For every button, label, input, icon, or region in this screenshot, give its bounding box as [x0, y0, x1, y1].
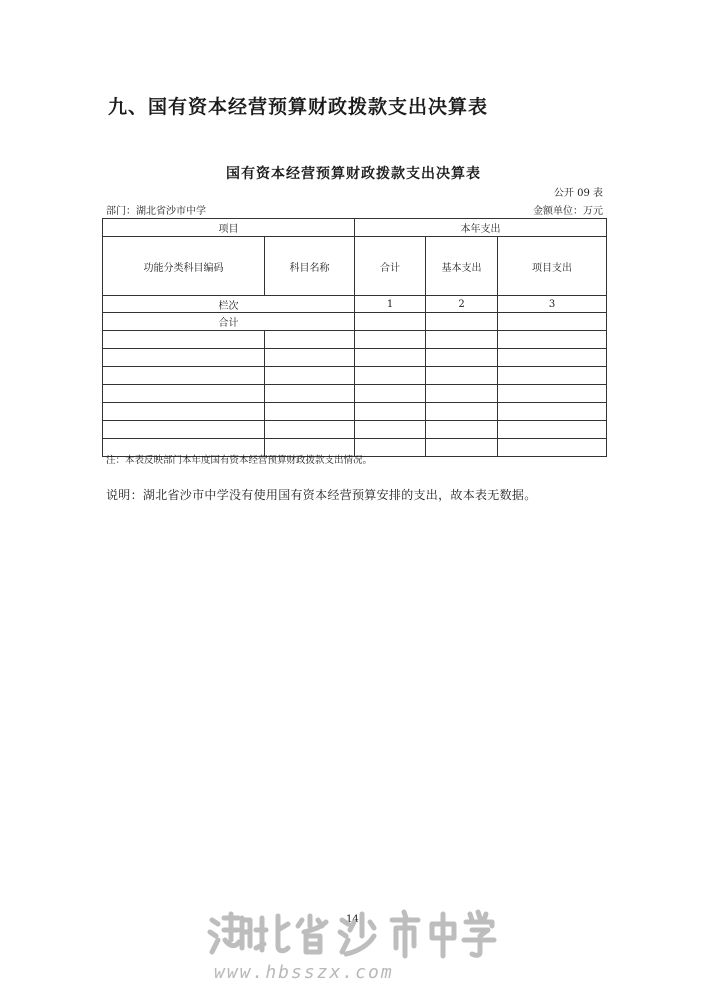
- page-number: 14: [346, 914, 359, 925]
- table-seq-row: [103, 296, 607, 313]
- header-project: 项目: [103, 219, 355, 237]
- table-cell: [355, 349, 426, 367]
- table-row: [103, 367, 607, 385]
- table-row: [103, 403, 607, 421]
- col-subject-name: 科目名称: [265, 237, 355, 296]
- table-row: [103, 331, 607, 349]
- table-subheader-row: [103, 237, 607, 296]
- table-cell: [355, 331, 426, 349]
- table-cell: [103, 403, 265, 421]
- col-project-expense: 项目支出: [498, 237, 607, 296]
- table-cell: [355, 421, 426, 439]
- table-cell: [426, 385, 498, 403]
- table-cell: [103, 331, 265, 349]
- total-label: 合计: [103, 313, 355, 331]
- table-note: 注：本表反映部门本年度国有资本经营预算财政拨款支出情况。: [106, 455, 373, 466]
- table-cell: [426, 313, 498, 331]
- col-function-code: 功能分类科目编码: [103, 237, 265, 296]
- table-cell: [498, 385, 607, 403]
- department-label: 部门：湖北省沙市中学: [106, 206, 206, 217]
- table-cell: [426, 421, 498, 439]
- explanation-text: 说明：湖北省沙市中学没有使用国有资本经营预算安排的支出，故本表无数据。: [106, 488, 537, 502]
- amount-unit-label: 金额单位：万元: [533, 206, 603, 217]
- table-cell: [265, 331, 355, 349]
- table-cell: [498, 349, 607, 367]
- table-cell: [426, 403, 498, 421]
- table-row: [103, 349, 607, 367]
- seq-3: 3: [498, 296, 607, 313]
- table-cell: [355, 313, 426, 331]
- table-cell: [265, 421, 355, 439]
- watermark-url: www.hbsszx.com: [214, 962, 394, 983]
- col-basic-expense: 基本支出: [426, 237, 498, 296]
- table-title: 国有资本经营预算财政拨款支出决算表: [226, 166, 481, 182]
- table-cell: [498, 313, 607, 331]
- table-row: [103, 385, 607, 403]
- table-header-row: [103, 219, 607, 237]
- form-code: 公开 09 表: [553, 188, 603, 199]
- seq-2: 2: [426, 296, 498, 313]
- table-cell: [426, 349, 498, 367]
- table-cell: [498, 421, 607, 439]
- table-row: [103, 421, 607, 439]
- seq-1: 1: [355, 296, 426, 313]
- table-cell: [426, 367, 498, 385]
- table-cell: [103, 421, 265, 439]
- table-cell: [265, 385, 355, 403]
- table-cell: [265, 349, 355, 367]
- table-cell: [103, 349, 265, 367]
- col-total: 合计: [355, 237, 426, 296]
- seq-label: 栏次: [103, 296, 355, 313]
- section-title: 九、国有资本经营预算财政拨款支出决算表: [108, 96, 489, 118]
- table-cell: [498, 439, 607, 457]
- table-cell: [426, 439, 498, 457]
- table-cell: [355, 403, 426, 421]
- table-cell: [265, 403, 355, 421]
- header-year-expense: 本年支出: [355, 219, 607, 237]
- table-cell: [498, 403, 607, 421]
- table-cell: [355, 367, 426, 385]
- school-calligraphy-watermark: [206, 908, 506, 960]
- expense-table: [102, 218, 607, 457]
- table-cell: [103, 367, 265, 385]
- table-cell: [355, 385, 426, 403]
- table-cell: [498, 331, 607, 349]
- table-cell: [103, 385, 265, 403]
- table-cell: [498, 367, 607, 385]
- table-cell: [426, 331, 498, 349]
- table-total-row: [103, 313, 607, 331]
- table-cell: [265, 367, 355, 385]
